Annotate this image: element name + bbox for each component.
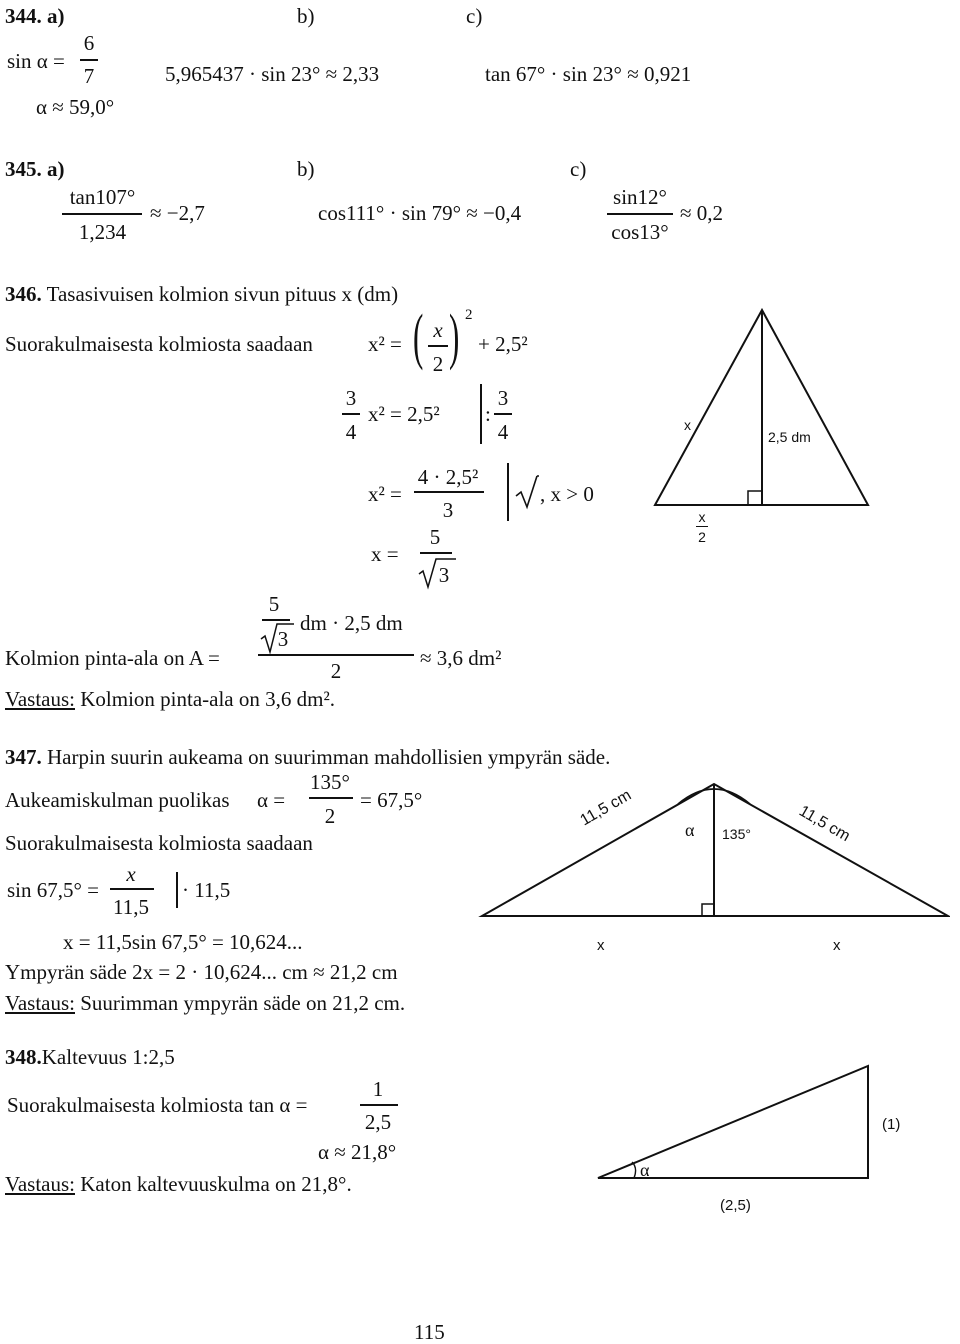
p348-intro-text: Kaltevuus 1:2,5	[41, 1045, 175, 1069]
p346-eq3-sqrt-icon	[515, 474, 539, 510]
p346-fig-side-label: x	[684, 417, 691, 433]
p346-eq1-rparen: )	[449, 303, 460, 371]
problem-345-c-label: c)	[570, 157, 587, 181]
p347-half-label: Aukeamiskulman puolikas	[5, 788, 230, 812]
problem-344-c-label: c)	[466, 4, 483, 28]
p346-area-fraction-bar	[258, 654, 414, 656]
p344-a-num: 6	[83, 31, 95, 55]
p346-eq3-den: 3	[442, 498, 454, 522]
p345-c-num: sin12°	[613, 185, 667, 209]
p348-line2: Suorakulmaisesta kolmiosta tan α =	[7, 1093, 308, 1117]
p347-line3: Suorakulmaisesta kolmiosta saadaan	[5, 831, 313, 855]
page-number: 115	[414, 1320, 445, 1344]
p345-b-expression: cos111° · sin 79° ≈ −0,4	[318, 201, 522, 225]
p346-answer	[5, 687, 335, 711]
p346-eq1-tail: + 2,5²	[478, 332, 528, 356]
p346-eq3-lhs: x² =	[368, 482, 402, 506]
p347-sin-divider	[176, 872, 178, 908]
p347-fig-right-label: 11,5 cm	[796, 802, 853, 846]
p346-area-lhs: Kolmion pinta-ala on A =	[5, 646, 220, 670]
p344-a-fraction-bar	[80, 59, 98, 61]
p346-eq1-frac-den: 2	[432, 352, 444, 376]
p346-fig-half-bar	[696, 526, 708, 527]
p345-c-result: ≈ 0,2	[680, 201, 724, 225]
p346-eq3-num: 4 · 2,5²	[417, 465, 479, 489]
p347-intro: 347. Harpin suurin aukeama on suurimman mahdollisien ympyrän säde.	[5, 745, 611, 769]
p346-answer-label: Vastaus:	[5, 687, 75, 711]
p346-eq1-lparen: (	[413, 303, 424, 371]
p347-x-line: x = 11,5sin 67,5° = 10,624...	[63, 930, 303, 954]
problem-344-b-label: b)	[297, 4, 315, 28]
p347-half-fraction-bar	[309, 797, 353, 799]
p347-fig-alpha-label: α	[685, 820, 695, 840]
p347-triangle-figure	[470, 770, 950, 930]
p346-fig-half-den: 2	[698, 529, 706, 545]
p346-area-den: 2	[330, 659, 342, 683]
p346-eq2-dfraction-bar	[494, 413, 512, 415]
p346-eq2-div-sign: :	[485, 402, 491, 426]
p347-sin-num: x	[126, 862, 136, 886]
p346-eq4-num: 5	[429, 525, 441, 549]
p346-fig-half-num: x	[698, 509, 706, 525]
p348-triangle-figure	[590, 1060, 880, 1185]
p345-c-fraction-bar	[607, 213, 673, 215]
p346-eq2-divider	[480, 384, 482, 444]
p348-frac-num: 1	[372, 1077, 384, 1101]
p347-fig-x2-label: x	[833, 937, 841, 954]
p346-eq2-mid: x² = 2,5²	[368, 402, 440, 426]
p347-fig-angle-label: 135°	[722, 826, 751, 842]
p346-eq4-lhs: x =	[371, 542, 399, 566]
p346-eq3-fraction-bar	[414, 491, 484, 493]
p347-half-result: = 67,5°	[360, 788, 423, 812]
p346-area-result: ≈ 3,6 dm²	[420, 646, 502, 670]
p346-eq1-lhs: x² =	[368, 332, 402, 356]
p348-fraction-bar	[360, 1104, 398, 1106]
p348-frac-den: 2,5	[364, 1110, 392, 1134]
p346-eq4-fraction-bar	[420, 552, 452, 554]
p346-eq2-fraction-bar	[342, 413, 360, 415]
p347-answer-text: Suurimman ympyrän säde on 21,2 cm.	[80, 991, 406, 1015]
p348-fig-base-label: (2,5)	[720, 1197, 751, 1214]
p344-c-expression: tan 67° · sin 23° ≈ 0,921	[485, 62, 692, 86]
p348-result: α ≈ 21,8°	[318, 1140, 397, 1164]
p347-answer-label: Vastaus:	[5, 991, 75, 1015]
p344-a-lhs: sin α =	[7, 49, 65, 73]
p347-sin-fraction-bar	[110, 888, 154, 890]
p344-b-expression: 5,965437 · sin 23° ≈ 2,33	[165, 62, 380, 86]
p348-fig-alpha-label: α	[640, 1160, 650, 1180]
p346-area-num-tail: dm · 2,5 dm	[300, 611, 403, 635]
p346-eq2-num: 3	[345, 386, 357, 410]
p348-answer-label: Vastaus:	[5, 1172, 75, 1196]
p346-line2: Suorakulmaisesta kolmiosta saadaan	[5, 332, 313, 356]
p346-intro: 346. Tasasivuisen kolmion sivun pituus x (dm)	[5, 282, 399, 306]
problem-344-number: 344. a)	[5, 4, 65, 28]
problem-345-number: 345. a)	[5, 157, 65, 181]
p347-intro-text: Harpin suurin aukeama on suurimman mahdollisien ympyrän säde.	[47, 745, 611, 769]
p347-fig-left-label: 11,5 cm	[577, 786, 635, 830]
p347-fig-x1-label: x	[597, 937, 605, 954]
problem-345-b-label: b)	[297, 157, 315, 181]
p347-diameter-line: Ympyrän säde 2x = 2 · 10,624... cm ≈ 21,2 cm	[5, 960, 398, 984]
p346-eq2-dden: 4	[497, 420, 509, 444]
p344-a-result: α ≈ 59,0°	[36, 95, 115, 119]
p346-answer-text: Kolmion pinta-ala on 3,6 dm².	[80, 687, 336, 711]
p345-a-result: ≈ −2,7	[150, 201, 205, 225]
p348-answer	[5, 1172, 352, 1196]
p346-eq2-dnum: 3	[497, 386, 509, 410]
p347-half-num: 135°	[310, 770, 350, 794]
p346-eq3-divider	[507, 463, 509, 521]
p346-eq2-den: 4	[345, 420, 357, 444]
p345-c-den: cos13°	[611, 220, 669, 244]
p347-half-den: 2	[324, 804, 336, 828]
p346-area-num-a: 5	[268, 592, 280, 616]
p347-sin-lhs: sin 67,5° =	[7, 878, 99, 902]
p347-sin-mul: · 11,5	[182, 878, 231, 902]
p345-a-fraction-bar	[62, 213, 142, 215]
p346-eq1-fraction-bar	[428, 345, 448, 347]
p348-intro: 348.Kaltevuus 1:2,5	[5, 1045, 175, 1069]
p344-a-den: 7	[83, 64, 95, 88]
p345-a-den: 1,234	[78, 220, 127, 244]
p346-fig-height-label: 2,5 dm	[768, 429, 811, 445]
p346-eq1-frac-num: x	[433, 318, 443, 342]
p346-area-num-b: 3	[277, 627, 289, 651]
p346-triangle-figure	[640, 300, 870, 560]
p347-half-eq: α =	[257, 788, 286, 812]
p347-sin-den: 11,5	[113, 895, 149, 919]
p348-answer-text: Katon kaltevuuskulma on 21,8°.	[80, 1172, 352, 1196]
p348-fig-height-label: (1)	[882, 1116, 901, 1133]
p346-eq1-exp: 2	[465, 307, 473, 323]
p347-answer	[5, 991, 405, 1015]
p345-a-num: tan107°	[69, 185, 136, 209]
p346-eq4-den: 3	[438, 563, 450, 587]
p346-eq3-condition: , x > 0	[540, 482, 594, 506]
p346-intro-visible: Tasasivuisen kolmion sivun pituus x (dm)	[46, 282, 399, 306]
